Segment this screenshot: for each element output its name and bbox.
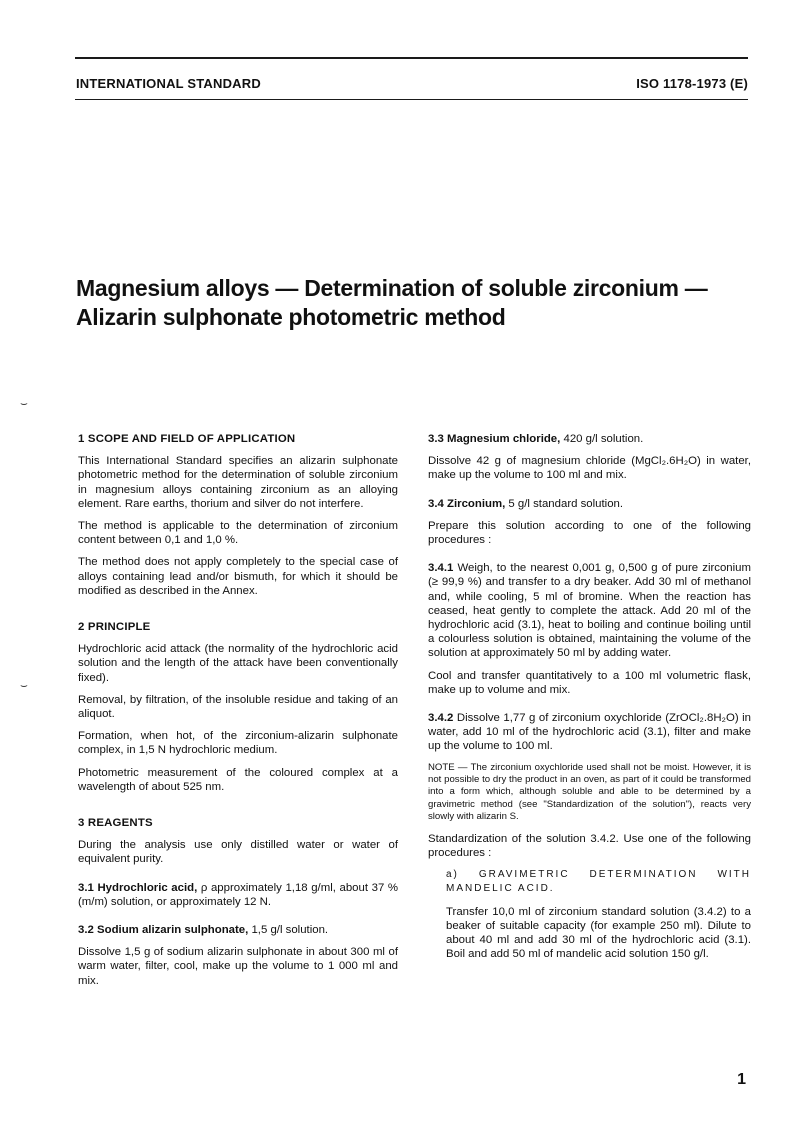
paragraph: Dissolve 42 g of magnesium chloride (MgCl₂.6H₂O) in water, make up the volume to 100 ml and mix. xyxy=(428,455,751,482)
list-item-a: a) GRAVIMETRIC DETERMINATION WITH MANDELIC ACID. xyxy=(446,869,751,895)
clause-number: 3.4.1 xyxy=(428,562,454,575)
paragraph: The method is applicable to the determination of zirconium content between 0,1 and 1,0 %. xyxy=(78,520,398,547)
header-rule xyxy=(75,99,748,100)
clause-3-4-2 xyxy=(428,711,751,754)
clause-number: 3.1 xyxy=(78,881,94,894)
paragraph: During the analysis use only distilled water or water of equivalent purity. xyxy=(78,839,398,866)
clause-text: 1,5 g/l solution. xyxy=(251,924,329,937)
clause-text: Dissolve 1,77 g of zirconium oxychloride (ZrOCl₂.8H₂O) in water, add 10 ml of the hydrochloric acid (3.1), filter and make up the volume to 100 ml. xyxy=(428,712,751,753)
clause-text: ρ approximately 1,18 g/ml, about 37 % (m/m) solution, or approximately 12 N. xyxy=(78,881,398,908)
section-heading: 2 PRINCIPLE xyxy=(78,621,151,634)
note: NOTE — The zirconium oxychloride used shall not be moist. However, it is not possible to dry the product in an oven, as part of it could be transformed into a form which, although soluble and able to be determined by a gravimetric method (see "Standardization of the solution"), reacts very slowly with alizarin S. xyxy=(428,761,751,823)
page-number: 1 xyxy=(737,1071,746,1088)
paragraph: Prepare this solution according to one of the following procedures : xyxy=(428,519,751,547)
clause-text: Weigh, to the nearest 0,001 g, 0,500 g of pure zirconium (≥ 99,9 %) and transfer to a dry beaker. Add 30 ml of methanol and, while cooling, 5 ml of bromine. When the reaction has ceased, heat gently to complete the attack. Add 20 ml of the hydrochloric acid (3.1), heat to boiling and continue boiling until a colourless solution is obtained, maintaining the volume of the solution at approximately 50 ml by adding water. xyxy=(428,562,751,660)
clause-3-4-1 xyxy=(428,561,751,660)
title-line-1: Magnesium alloys — Determination of soluble zirconium — xyxy=(76,275,708,301)
clause-title: Zirconium, xyxy=(447,497,506,510)
clause-title: Hydrochloric acid, xyxy=(97,881,198,894)
paragraph: Removal, by filtration, of the insoluble residue and taking of an aliquot. xyxy=(78,693,398,721)
right-column xyxy=(428,432,751,969)
header-standard-label: INTERNATIONAL STANDARD xyxy=(76,76,261,91)
paragraph: The method does not apply completely to the special case of alloys containing lead and/or bismuth, for which it should be modified as described in the Annex. xyxy=(78,556,398,597)
clause-number: 3.4 xyxy=(428,497,444,510)
margin-tick-mark: ⌣ xyxy=(20,396,28,410)
clause-3-1 xyxy=(78,881,398,909)
paragraph: Transfer 10,0 ml of zirconium standard solution (3.4.2) to a beaker of suitable capacity (for example 250 ml). Dilute to about 40 ml and add 30 ml of the hydrochloric acid (3.1). Boil and add 50 ml of mandelic acid solution 150 g/l. xyxy=(446,905,751,961)
clause-3-2 xyxy=(78,923,398,937)
section-heading: 1 SCOPE AND FIELD OF APPLICATION xyxy=(78,433,296,445)
paragraph: Photometric measurement of the coloured complex at a wavelength of about 525 nm. xyxy=(78,766,398,793)
paragraph: Hydrochloric acid attack (the normality of the hydrochloric acid solution and the length of the attack have been conventionally fixed). xyxy=(78,643,398,684)
document-title xyxy=(76,274,756,332)
clause-text: 420 g/l solution. xyxy=(563,433,644,445)
header-document-number: ISO 1178-1973 (E) xyxy=(636,76,748,91)
clause-title: Magnesium chloride, xyxy=(447,433,561,445)
clause-text: 5 g/l standard solution. xyxy=(508,497,624,510)
clause-number: 3.4.2 xyxy=(428,712,454,725)
margin-tick-mark: ⌣ xyxy=(20,678,28,692)
paragraph: Standardization of the solution 3.4.2. Use one of the following procedures : xyxy=(428,832,751,859)
clause-3-3 xyxy=(428,432,751,446)
section-heading: 3 REAGENTS xyxy=(78,817,153,830)
clause-number: 3.3 xyxy=(428,433,444,445)
paragraph: This International Standard specifies an alizarin sulphonate photometric method for the determination of soluble zirconium in magnesium alloys containing zirconium as an alloying element. Rare earths, thorium and silver do not interfere. xyxy=(78,455,398,510)
title-line-2: Alizarin sulphonate photometric method xyxy=(76,304,506,330)
left-column xyxy=(78,432,398,996)
paragraph: Formation, when hot, of the zirconium-alizarin sulphonate complex, in 1,5 N hydrochloric medium. xyxy=(78,730,398,757)
clause-3-4 xyxy=(428,497,751,511)
clause-title: Sodium alizarin sulphonate, xyxy=(97,924,249,937)
paragraph: Dissolve 1,5 g of sodium alizarin sulphonate in about 300 ml of warm water, filter, cool, make up the volume to 1 000 ml and mix. xyxy=(78,946,398,987)
clause-number: 3.2 xyxy=(78,924,94,937)
top-rule xyxy=(75,57,748,59)
paragraph: Cool and transfer quantitatively to a 100 ml volumetric flask, make up to volume and mix. xyxy=(428,669,751,696)
